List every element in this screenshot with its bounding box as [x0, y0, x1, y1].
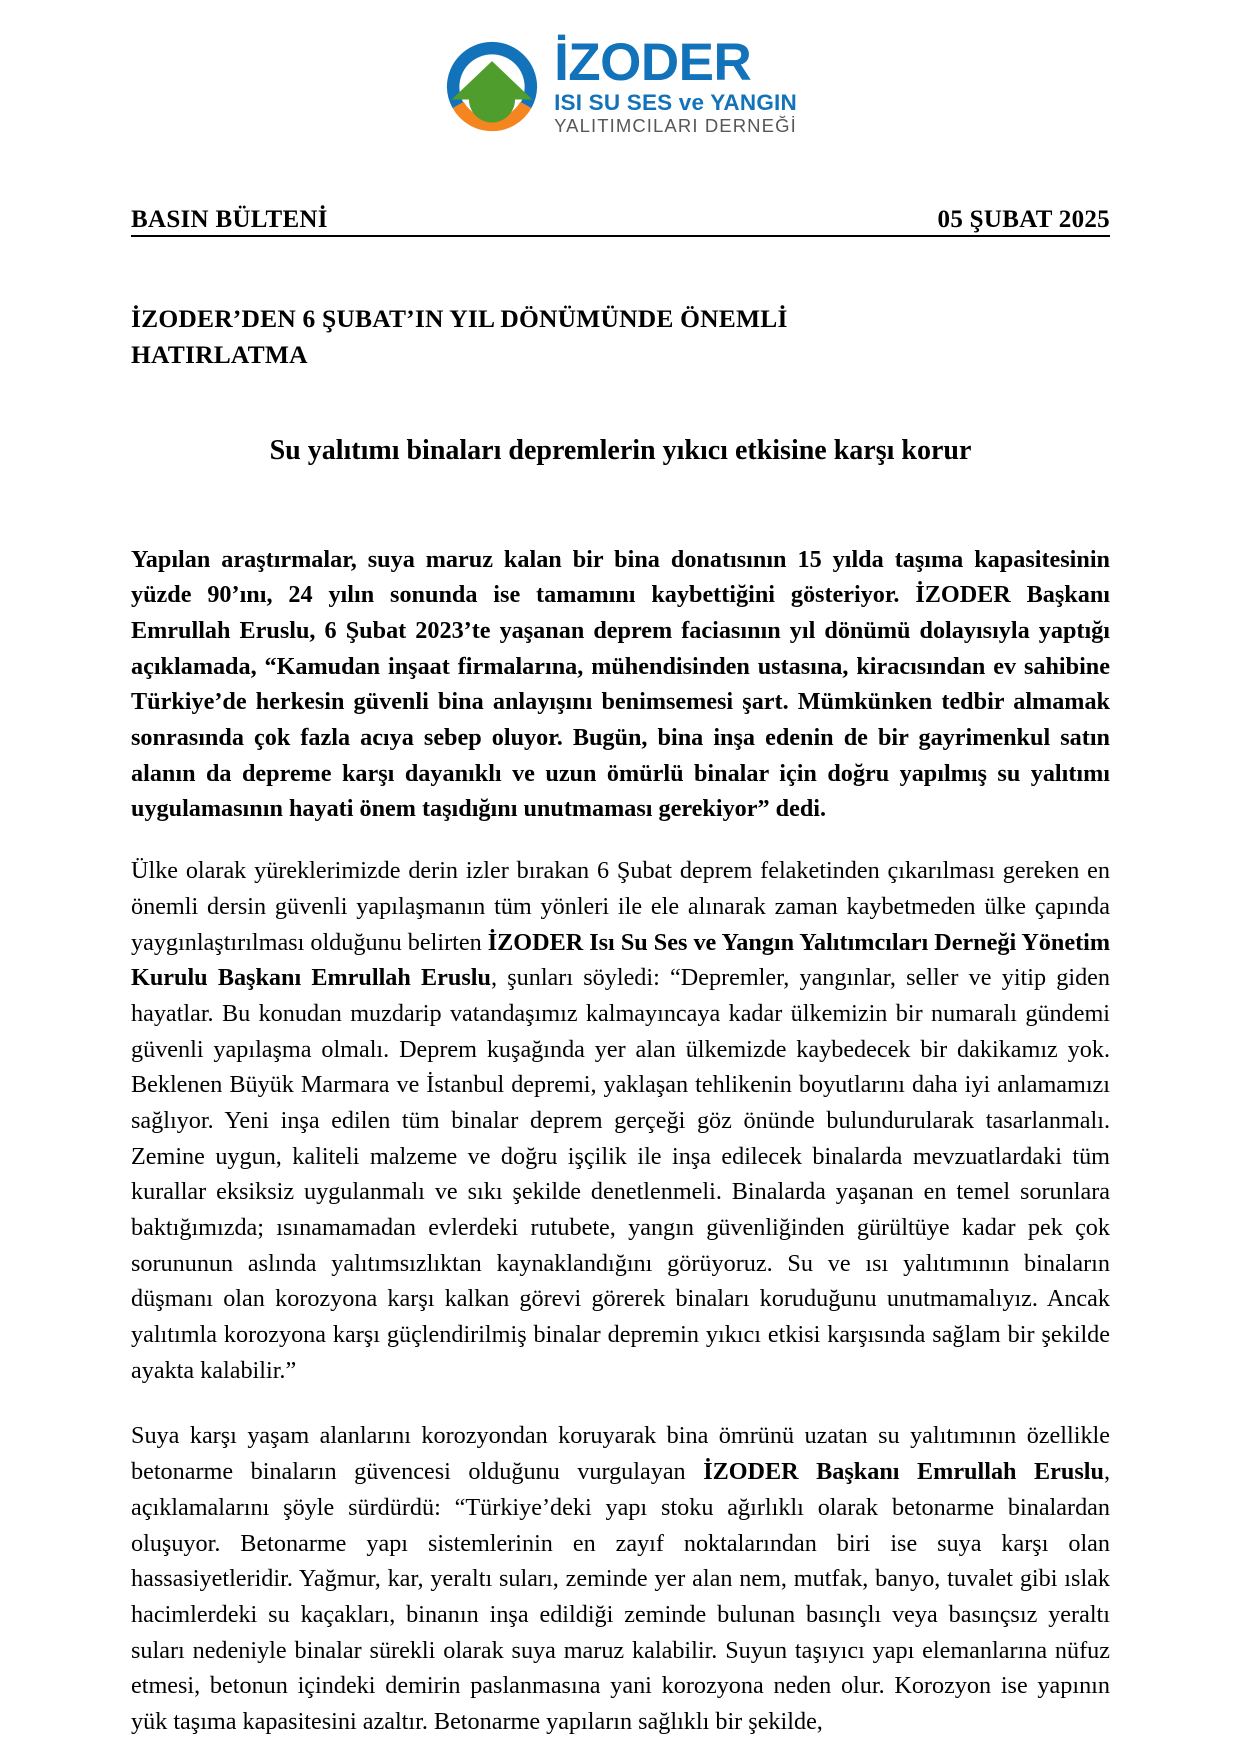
- page-subtitle: Su yalıtımı binaları depremlerin yıkıcı etkisine karşı korur: [269, 435, 972, 467]
- izoder-circle-house-logo-icon: [444, 39, 540, 135]
- document-header-rule: [131, 206, 1110, 237]
- body-paragraph-2-part-b: , açıklamalarını şöyle sürdürdü: “Türkiye’deki yapı stoku ağırlıklı olarak betonarme binalardan oluşuyor. Betonarme yapı sistemlerinin en zayıf noktalarından biri ise suya karşı olan hassasiyetleridir. Yağmur, kar, yeraltı suları, zeminde yer alan nem, mutfak, banyo, tuvalet gibi ıslak hacimlerdeki su kaçakları, binanın inşa edildiği zeminde bulunan basınçlı veya basınçsız yeraltı suları nedeniyle binalar sürekli olarak suya maruz kalabilir. Suyun taşıyıcı yapı elemanlarına nüfuz etmesi, betonun içindeki demirin paslanmasına yani korozyona neden olur. Korozyon ise yapının yük taşıma kapasitesini azaltır. Betonarme yapıların sağlıklı bir şekilde,: [131, 1458, 1110, 1735]
- bulletin-label: BASIN BÜLTENİ: [131, 205, 328, 233]
- logo-tagline-primary: ISI SU SES ve YANGIN: [554, 89, 797, 115]
- lead-paragraph: Yapılan araştırmalar, suya maruz kalan bir bina donatısının 15 yılda taşıma kapasitesinin yüzde 90’ını, 24 yılın sonunda ise tamamını kaybettiğini gösteriyor. İZODER Başkanı Emrullah Eruslu, 6 Şubat 2023’te yaşanan deprem faciasının yıl dönümü dolayısıyla yaptığı açıklamada, “Kamudan inşaat firmalarına, mühendisinden ustasına, kiracısından ev sahibine Türkiye’de herkesin güvenli bina anlayışını benimsemesi şart. Mümkünken tedbir almamak sonrasında çok fazla acıya sebep oluyor. Bugün, bina inşa edenin de bir gayrimenkul satın alanın da depreme karşı dayanıklı ve uzun ömürlü binalar için doğru yapılmış su yalıtımı uygulamasının hayati önem taşıdığını unutmaması gerekiyor” dedi.: [131, 545, 1110, 823]
- body-paragraph-2: [131, 1418, 1110, 1739]
- logo-tagline-secondary: YALITIMCILARI DERNEĞİ: [554, 115, 797, 137]
- body-paragraph-1-part-b: , şunları söyledi: “Depremler, yangınlar, seller ve yitip giden hayatlar. Bu konudan muzdarip vatandaşımız kalmayıncaya kadar ülkemizin bir numaralı gündemi güvenli yapılaşma olmalı. Deprem kuşağında yer alan ülkemizde kaybedecek bir dakikamız yok. Beklenen Büyük Marmara ve İstanbul depremi, yaklaşan tehlikenin boyutlarını daha iyi anlamamızı sağlıyor. Yeni inşa edilen tüm binalar deprem gerçeği göz önünde bulundurularak tasarlanmalı. Zemine uygun, kaliteli malzeme ve doğru işçilik ile inşa edilecek binalarda mevzuatlardaki tüm kurallar eksiksiz uygulanmalı ve sıkı şekilde denetlenmeli. Binalarda yaşanan en temel sorunlara baktığımızda; ısınamamadan evlerdeki rutubete, yangın güvenliğinden gürültüye kadar pek çok sorununun aslında yalıtımsızlıktan kaynaklandığını görüyoruz. Su ve ısı yalıtımının binaların düşmanı olan korozyona karşı kalkan görevi görerek binaları koruduğunu unutmamalıyız. Ancak yalıtımla korozyona karşı güçlendirilmiş binalar depremin yıkıcı etkisi karşısında sağlam bir şekilde ayakta kalabilir.”: [131, 964, 1111, 1384]
- body-paragraph-1-emphasis: İZODER Isı Su Ses ve Yangın Yalıtımcıları Derneği Yönetim Kurulu Başkanı Emrullah Eruslu: [131, 928, 1110, 992]
- logo-wordmark: [554, 33, 797, 137]
- logo-header: [131, 0, 1110, 136]
- bulletin-date: 05 ŞUBAT 2025: [937, 205, 1110, 233]
- body-paragraph-1: [131, 853, 1110, 1388]
- body-paragraph-1-part-a: Ülke olarak yüreklerimizde derin izler bırakan 6 Şubat deprem felaketinden çıkarılması gereken en önemli dersin güvenli yapılaşmanın tüm yönleri ile ele alınarak zaman kaybetmeden ülke çapında yaygınlaştırılması olduğunu belirten: [131, 857, 1110, 956]
- izoder-logo: [444, 33, 797, 137]
- logo-name: İZODER: [554, 33, 752, 92]
- body-paragraph-2-emphasis: İZODER Başkanı Emrullah Eruslu: [703, 1458, 1104, 1486]
- page-title: İZODER’DEN 6 ŞUBAT’IN YIL DÖNÜMÜNDE ÖNEMLİ HATIRLATMA: [131, 303, 788, 370]
- body-paragraph-2-part-a: Suya karşı yaşam alanlarını korozyondan koruyarak bina ömrünü uzatan su yalıtımının özellikle betonarme binaların güvencesi olduğunu vurgulayan: [131, 1422, 1110, 1486]
